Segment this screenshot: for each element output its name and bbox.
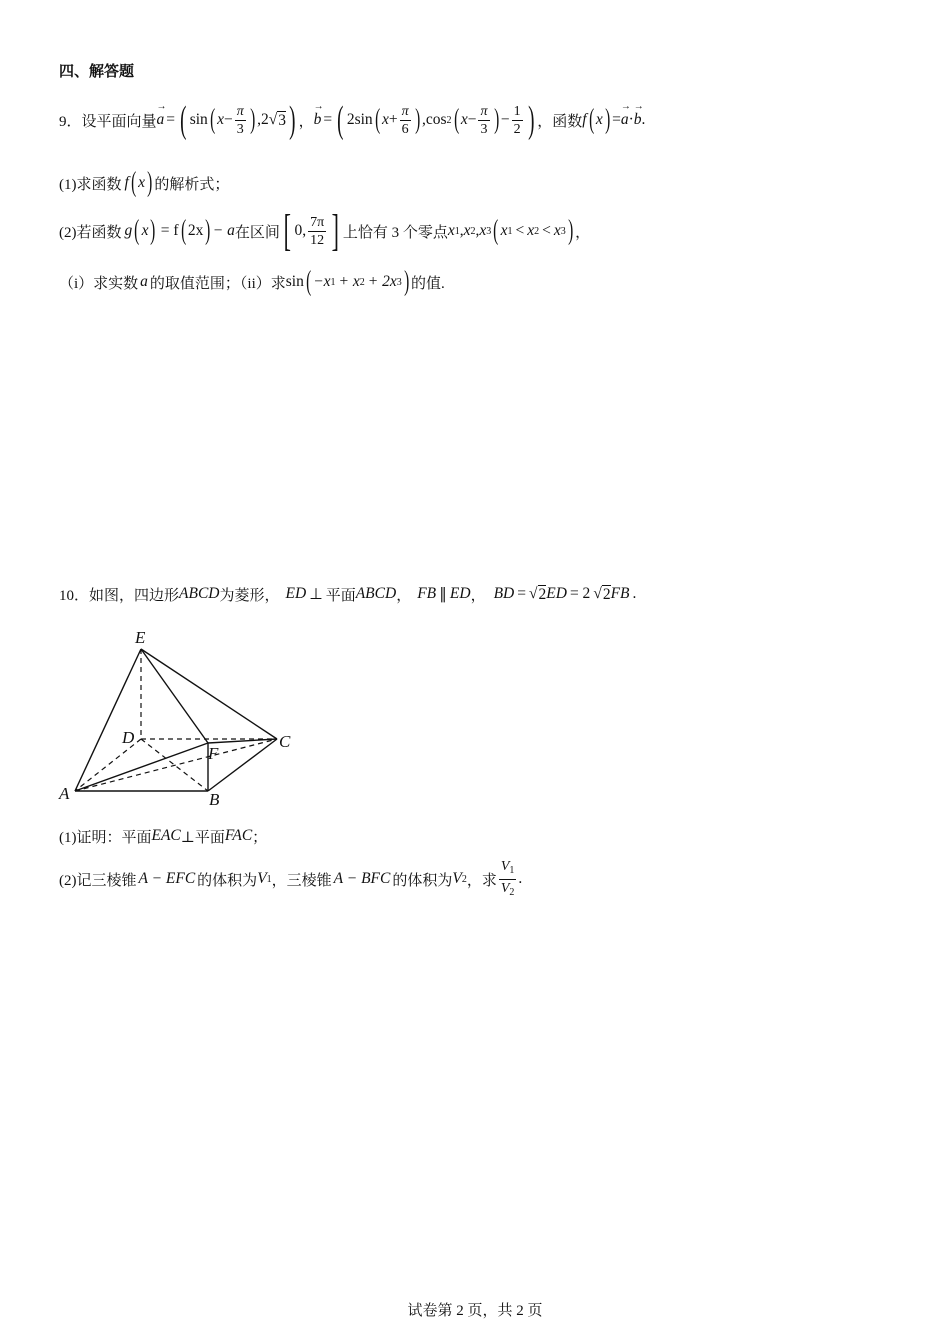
edge-EF — [141, 649, 208, 743]
equals: = — [166, 111, 176, 128]
q10-part2-lead: (2)记三棱锥 — [59, 872, 137, 889]
page-footer: 试卷第 2 页，共 2 页 — [407, 1303, 543, 1319]
zeros-text: 上恰有 3 个零点 — [342, 224, 448, 241]
label-D: D — [122, 728, 135, 747]
fraction-pi-3: $\frac{\pi}{3}$ — [236, 103, 244, 137]
minus: − — [224, 111, 233, 128]
q9-sub-ii: 的取值范围；（ii）求 — [149, 275, 286, 292]
label-A: A — [59, 784, 70, 803]
q9-part2-lead: (2)若函数 — [59, 224, 122, 241]
g-var: g — [124, 222, 133, 239]
two-coef: ,2 — [257, 111, 269, 128]
function-text: ，函数 — [537, 113, 583, 130]
paren-open-inner: ( — [209, 104, 216, 135]
interval-text: 在区间 — [234, 224, 280, 241]
paren-close-inner: ) — [249, 104, 255, 135]
x-var: x — [217, 111, 224, 128]
two-sin: 2sin — [346, 111, 373, 128]
fraction-pi-6: $\frac{\pi}{6}$ — [401, 103, 409, 137]
label-B: B — [209, 790, 220, 809]
comma-sep: ， — [298, 113, 314, 130]
geometry-figure — [55, 625, 305, 810]
q10-part1: (1)证明：平面 EAC ⊥平面 FAC ； — [59, 827, 268, 846]
q10-statement: 10． 如图，四边形 ABCD 为菱形， ED ⊥ 平面 ABCD ， FB ∥ ED ， BD = √ 2 ED = 2 √ 2 FB . — [59, 585, 637, 604]
paren-open: ( — [180, 99, 187, 141]
dot-product: · — [628, 111, 634, 128]
q10-part2: (2)记三棱锥 A − EFC 的体积为 V 1 ，三棱锥 A − BFC 的体积为 V 2 ，求 $\frac{V_1}{V_2}$ . — [59, 856, 522, 902]
q9-statement: 9． 设平面向量 → a = ( sin ( x − $\frac{\pi}{3}$ ) ,2 √ 3 ) ， → b = ( 2sin ( x + $\frac{\pi}{6}$ ) ,cos 2 ( x − $\frac{\pi}{3}$ ) − $\frac{1}{2}$ ) ，函数 f ( x ) = → a · → b . — [59, 95, 645, 145]
label-C: C — [279, 732, 291, 751]
fraction-v1-v2: $\frac{V_1}{V_2}$ — [500, 858, 515, 898]
cos-label: ,cos — [421, 111, 447, 128]
label-E: E — [135, 628, 146, 647]
q9-lead: 设平面向量 — [81, 113, 157, 130]
edge-EA — [75, 649, 141, 791]
q9-part2: (2)若函数 g ( x ) = f ( 2x ) − a 在区间 [ 0, $\frac{7\pi}{12}$ ] 上恰有 3 个零点 x 1 , x 2 , x 3 ( x 1 < x 2 < x 3 ) ， — [59, 206, 591, 255]
q10-number: 10． — [59, 587, 90, 604]
q10-part1-lead: (1)证明：平面 — [59, 829, 152, 846]
plus: + — [388, 111, 398, 128]
q9-part1: (1)求函数 f ( x ) 的解析式； — [59, 167, 230, 198]
a-var: a — [140, 273, 148, 290]
cos-exponent: 2 — [446, 114, 452, 126]
q9-part1-tail: 的解析式； — [154, 176, 230, 193]
edge-EC — [141, 649, 277, 739]
q9-sub-ii-tail: 的值. — [411, 275, 445, 292]
vector-a: → a — [157, 111, 165, 129]
vector-b: → b — [314, 111, 322, 129]
q9-number: 9． — [59, 113, 82, 130]
q9-subparts: （i）求实数 a 的取值范围；（ii）求 sin ( −x 1 + x 2 + 2x 3 ) 的值. — [59, 266, 445, 297]
q9-sub-i: （i）求实数 — [59, 275, 139, 292]
fraction-pi-3b: $\frac{\pi}{3}$ — [480, 103, 488, 137]
sin-label: sin — [189, 111, 208, 128]
label-F: F — [208, 744, 219, 763]
sqrt-3: 3 — [278, 111, 286, 129]
edge-AC — [75, 739, 277, 791]
f-var: f — [582, 111, 587, 128]
fraction-1-2: $\frac{1}{2}$ — [513, 103, 521, 137]
q9-part1-lead: (1)求函数 — [59, 176, 122, 193]
fraction-7pi-12: $\frac{7\pi}{12}$ — [310, 214, 325, 248]
paren-close: ) — [289, 99, 296, 141]
edge-AF — [75, 743, 208, 791]
q10-lead: 如图，四边形 — [89, 587, 180, 604]
section-title: 四、解答题 — [59, 62, 135, 80]
